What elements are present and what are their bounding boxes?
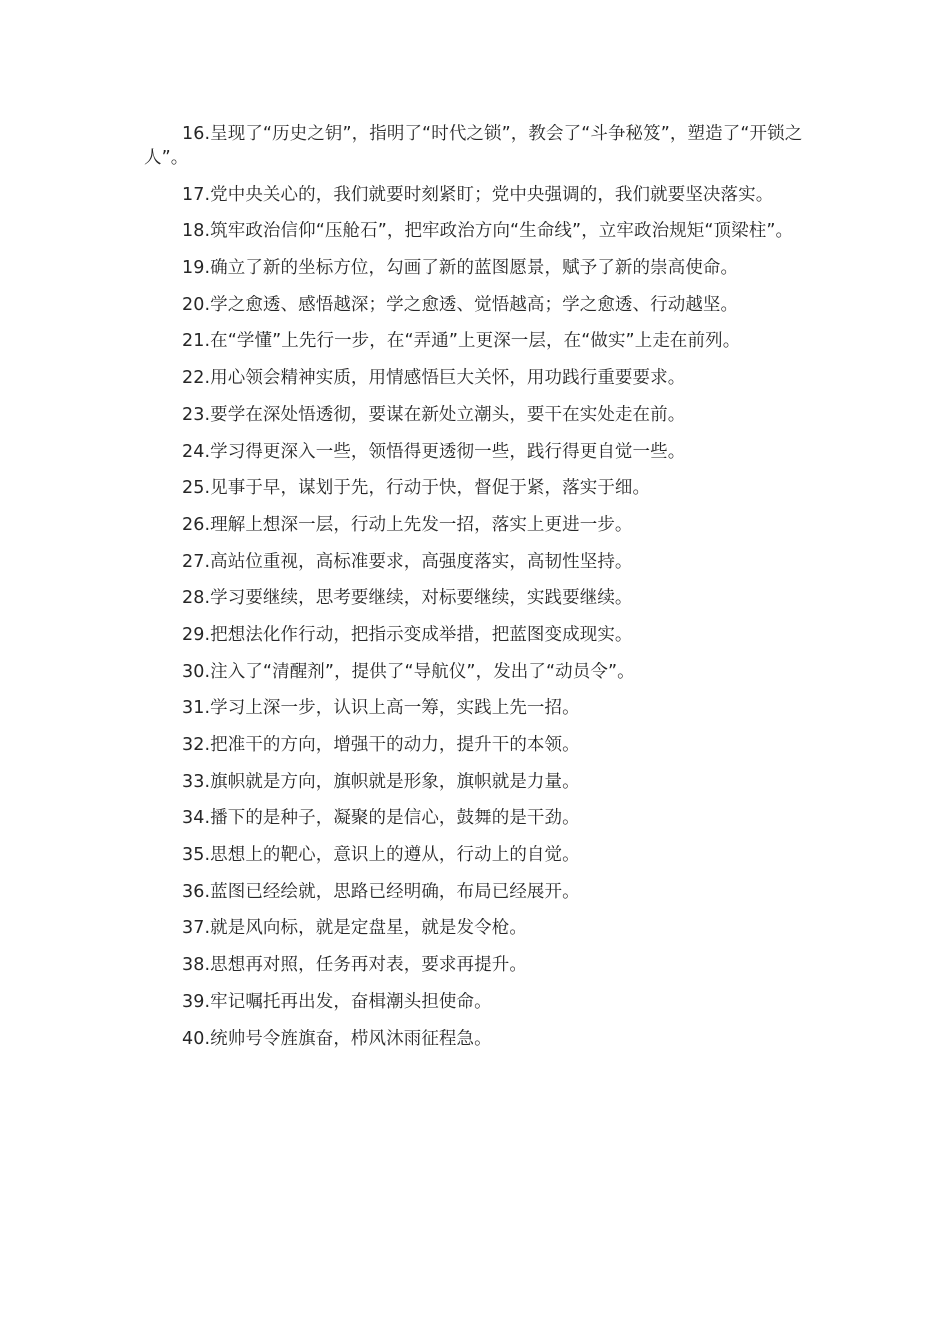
paragraph-31: 31.学习上深一步，认识上高一筹，实践上先一招。 xyxy=(182,698,580,719)
paragraph-29: 29.把想法化作行动，把指示变成举措，把蓝图变成现实。 xyxy=(182,624,633,645)
paragraph-38: 38.思想再对照，任务再对表，要求再提升。 xyxy=(182,955,527,976)
paragraph-22: 22.用心领会精神实质，用情感悟巨大关怀，用功践行重要要求。 xyxy=(182,368,686,389)
paragraph-26: 26.理解上想深一层，行动上先发一招，落实上更进一步。 xyxy=(182,514,633,535)
paragraph-18: 18.筑牢政治信仰“压舱石”，把牢政治方向“生命线”，立牢政治规矩“顶梁柱”。 xyxy=(182,221,794,242)
paragraph-35: 35.思想上的靶心，意识上的遵从，行动上的自觉。 xyxy=(182,845,580,866)
paragraph-28: 28.学习要继续，思考要继续，对标要继续，实践要继续。 xyxy=(182,588,633,609)
paragraph-34: 34.播下的是种子，凝聚的是信心，鼓舞的是干劲。 xyxy=(182,808,580,829)
paragraph-37: 37.就是风向标，就是定盘星，就是发令枪。 xyxy=(182,918,527,939)
paragraph-27: 27.高站位重视，高标准要求，高强度落实，高韧性坚持。 xyxy=(182,551,633,572)
paragraph-32: 32.把准干的方向，增强干的动力，提升干的本领。 xyxy=(182,735,580,755)
paragraph-17: 17.党中央关心的，我们就要时刻紧盯；党中央强调的，我们就要坚决落实。 xyxy=(182,184,774,205)
paragraph-33: 33.旗帜就是方向，旗帜就是形象，旗帜就是力量。 xyxy=(182,771,580,792)
paragraph-36: 36.蓝图已经绘就，思路已经明确，布局已经展开。 xyxy=(182,881,580,902)
paragraph-39: 39.牢记嘱托再出发，奋楫潮头担使命。 xyxy=(182,991,492,1012)
paragraph-21: 21.在“学懂”上先行一步，在“弄通”上更深一层，在“做实”上走在前列。 xyxy=(182,331,741,352)
paragraph-25: 25.见事于早，谋划于先，行动于快，督促于紧，落实于细。 xyxy=(182,478,651,499)
paragraph-40: 40.统帅号令旌旗奋，栉风沐雨征程急。 xyxy=(182,1028,492,1049)
paragraph-19: 19.确立了新的坐标方位，勾画了新的蓝图愿景，赋予了新的崇高使命。 xyxy=(182,258,739,279)
paragraph-24: 24.学习得更深入一些，领悟得更透彻一些，践行得更自觉一些。 xyxy=(182,441,686,462)
paragraph-16: 16.呈现了“历史之钥”，指明了“时代之锁”，教会了“斗争秘笈”，塑造了“开锁之人”。 xyxy=(144,124,803,168)
paragraph-30: 30.注入了“清醒剂”，提供了“导航仪”，发出了“动员令”。 xyxy=(182,661,635,682)
document-body xyxy=(144,122,824,1063)
paragraph-20: 20.学之愈透、感悟越深；学之愈透、觉悟越高；学之愈透、行动越坚。 xyxy=(182,294,739,315)
paragraph-23: 23.要学在深处悟透彻，要谋在新处立潮头，要干在实处走在前。 xyxy=(182,404,686,425)
